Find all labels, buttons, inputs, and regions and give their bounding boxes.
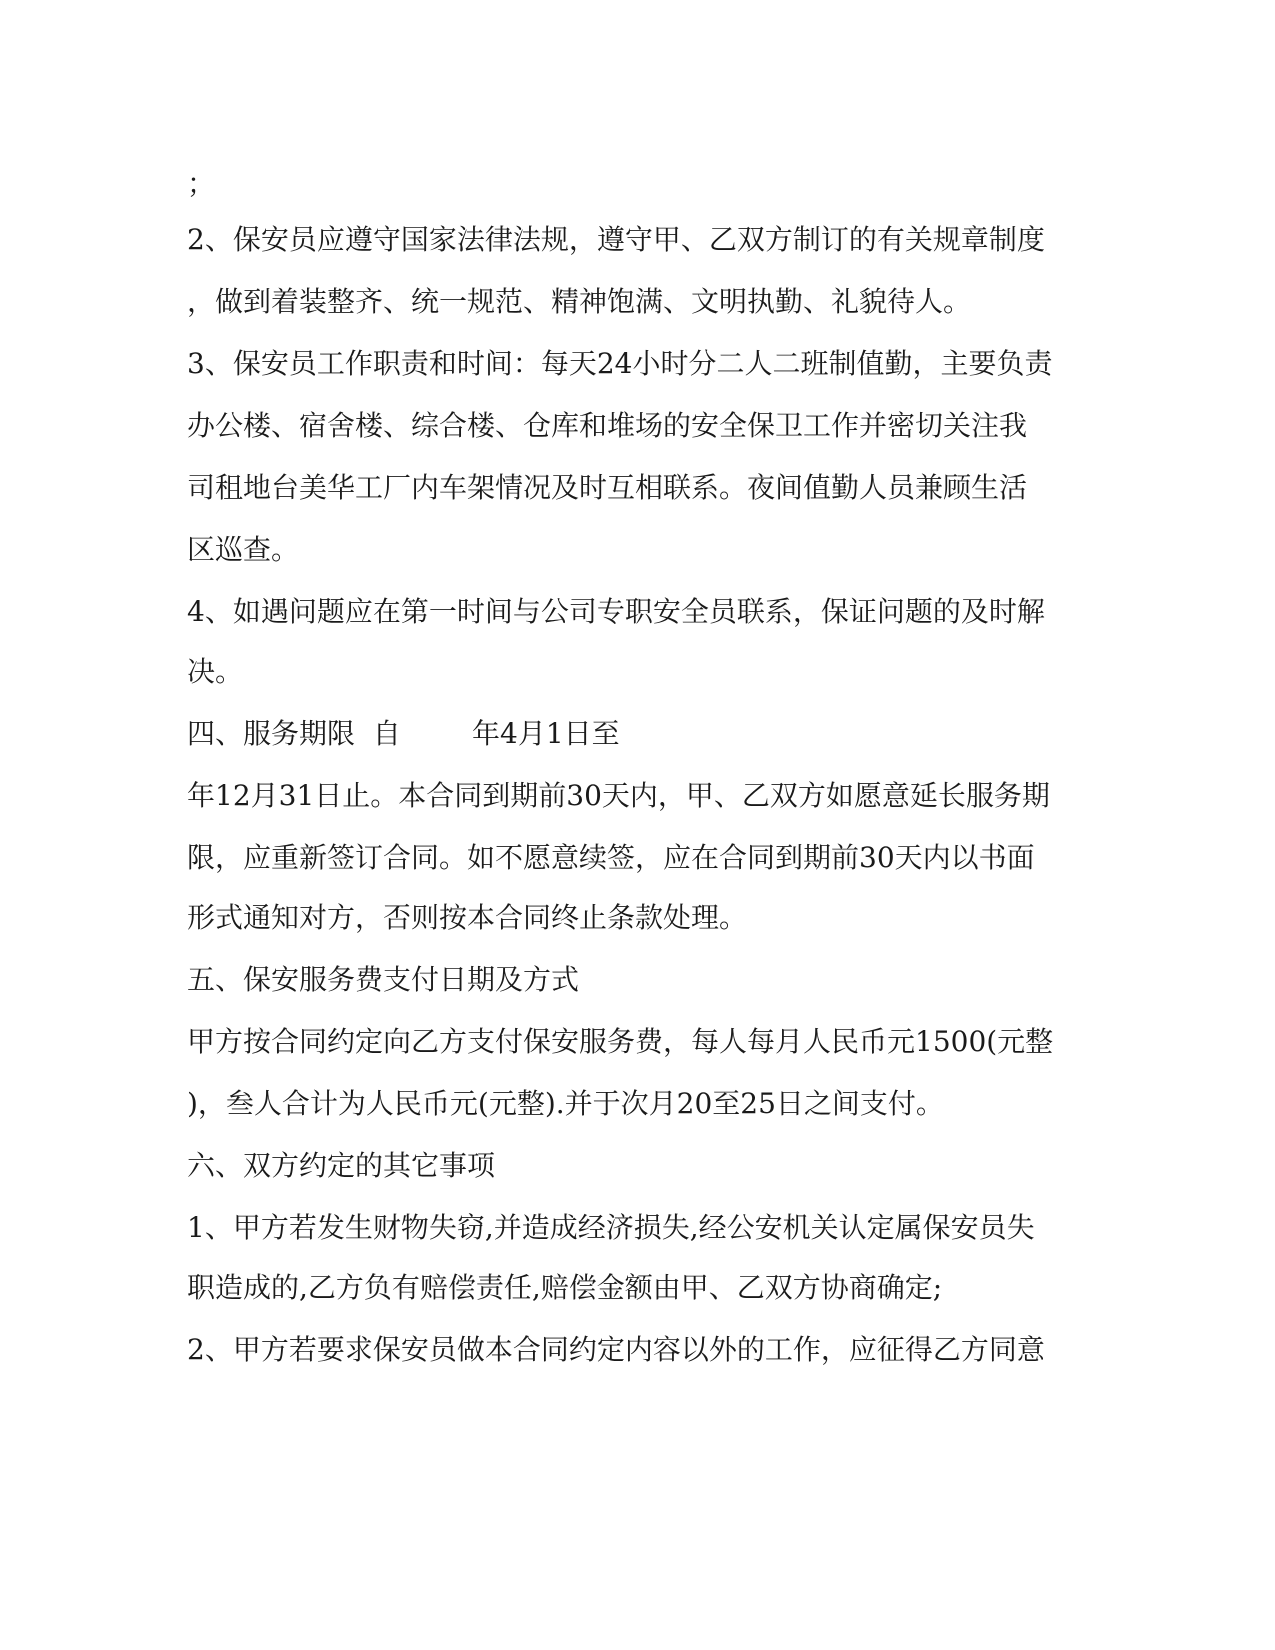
text-line: 职造成的,乙方负有赔偿责任,赔偿金额由甲、乙双方协商确定; [187, 1271, 943, 1304]
text-line: 限，应重新签订合同。如不愿意续签，应在合同到期前30天内以书面 [187, 841, 1035, 874]
text-line-other-clause-2: 2、甲方若要求保安员做本合同约定内容以外的工作，应征得乙方同意 [187, 1333, 1045, 1366]
text-line: 形式通知对方，否则按本合同终止条款处理。 [187, 901, 748, 934]
text-line-clause-3: 3、保安员工作职责和时间：每天24小时分二人二班制值勤，主要负责 [187, 347, 1053, 380]
text-line: 办公楼、宿舍楼、综合楼、仓库和堆场的安全保卫工作并密切关注我 [187, 409, 1028, 442]
text-line: 司租地台美华工厂内车架情况及时互相联系。夜间值勤人员兼顾生活 [187, 471, 1028, 504]
text-line: 区巡查。 [187, 533, 300, 566]
text-line: 决。 [187, 655, 244, 688]
text-line: 年12月31日止。本合同到期前30天内，甲、乙双方如愿意延长服务期 [187, 779, 1050, 812]
text-line-other-clause-1: 1、甲方若发生财物失窃,并造成经济损失,经公安机关认定属保安员失 [187, 1211, 1035, 1244]
text-line: ，做到着装整齐、统一规范、精神饱满、文明执勤、礼貌待人。 [187, 285, 972, 318]
section-heading-service-period: 四、服务期限 自 年4月1日至 [187, 717, 620, 750]
text-line: )，叁人合计为人民币元(元整).并于次月20至25日之间支付。 [187, 1087, 944, 1120]
section-heading-other-matters: 六、双方约定的其它事项 [187, 1149, 496, 1182]
text-line-semicolon: ； [187, 167, 216, 200]
text-line-clause-2: 2、保安员应遵守国家法律法规，遵守甲、乙双方制订的有关规章制度 [187, 223, 1045, 256]
text-line-clause-4: 4、如遇问题应在第一时间与公司专职安全员联系，保证问题的及时解 [187, 595, 1045, 628]
text-line: 甲方按合同约定向乙方支付保安服务费，每人每月人民币元1500(元整 [187, 1025, 1054, 1058]
section-heading-payment: 五、保安服务费支付日期及方式 [187, 963, 580, 996]
